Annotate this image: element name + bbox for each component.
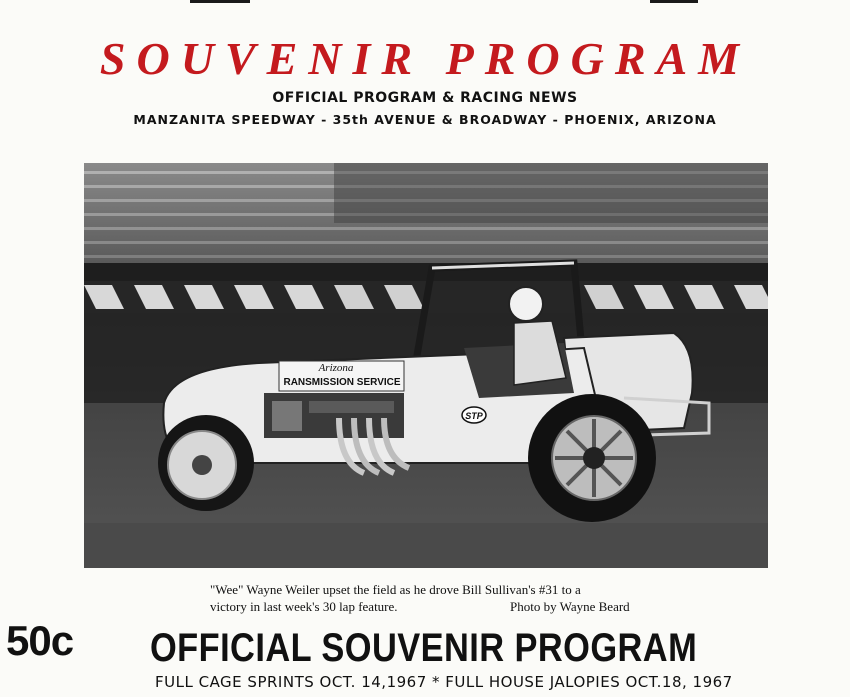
price-label: 50c (6, 617, 74, 664)
printer-edge-mark (190, 0, 250, 3)
event-dates: FULL CAGE SPRINTS OCT. 14,1967 * FULL HOUSE JALOPIES OCT.18, 1967 (155, 673, 733, 691)
footer-title: OFFICIAL SOUVENIR PROGRAM (150, 626, 698, 670)
caption-line-2: victory in last week's 30 lap feature. (210, 599, 398, 614)
speedway-location: MANZANITA SPEEDWAY - 35th AVENUE & BROADWAY - PHOENIX, ARIZONA (133, 112, 717, 127)
caption-line-1: "Wee" Wayne Weiler upset the field as he drove Bill Sullivan's #31 to a (210, 582, 581, 597)
photo-caption (210, 581, 660, 615)
photo-credit: Photo by Wayne Beard (510, 599, 630, 614)
program-subtitle: OFFICIAL PROGRAM & RACING NEWS (272, 90, 578, 106)
printer-edge-mark (650, 0, 698, 3)
car-lettering-bottom: RANSMISSION SERVICE (283, 377, 401, 388)
car-lettering-top: Arizona (318, 362, 354, 374)
stp-badge: STP (465, 411, 483, 421)
grandstand (84, 163, 768, 263)
race-photo (84, 163, 768, 568)
program-title: SOUVENIR PROGRAM (99, 33, 751, 84)
